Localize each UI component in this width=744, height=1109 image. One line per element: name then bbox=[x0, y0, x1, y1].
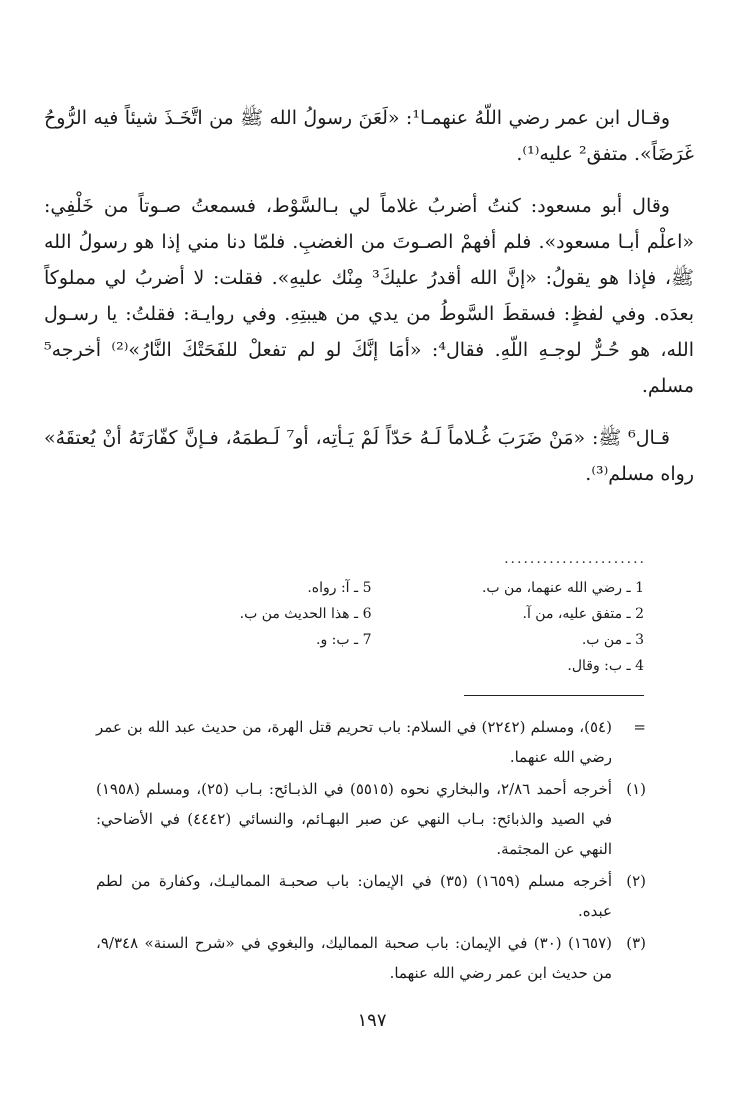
variant-note: 2 ـ متفق عليه، من آ. bbox=[522, 606, 644, 622]
footnote-mark: = bbox=[633, 718, 646, 736]
variants-right-column bbox=[372, 575, 645, 679]
footnote-mark: (١) bbox=[626, 780, 646, 798]
variant-note: 3 ـ من ب. bbox=[581, 632, 644, 648]
variants-left-column bbox=[99, 575, 372, 679]
footnote-text: (١٦٥٧) (٣٠) في الإيمان: باب صحبة المماليك، والبغوي في «شرح السنة» ٩/٣٤٨، من حديث ابن عمر رضي الله عنهما. bbox=[96, 934, 612, 982]
footnote bbox=[96, 866, 646, 926]
variants-dotted-separator: ...................... bbox=[504, 551, 646, 567]
footnote-mark: (٢) bbox=[626, 872, 646, 890]
footnote-mark: (٣) bbox=[626, 934, 646, 952]
footnotes bbox=[96, 712, 646, 990]
variant-note: 1 ـ رضي الله عنهما، من ب. bbox=[481, 580, 644, 596]
paragraph-ibn-umar: وقـال ابن عمر رضي اللّهُ عنهمـا¹: «لَعَنَ رسولُ الله ﷺ من اتَّخَـذَ شيئاً فيه الرُّوحُ غَرَضَاً». متفق² عليه⁽¹⁾. bbox=[44, 107, 694, 165]
paragraph-abu-masud: وقال أبو مسعود: كنتُ أضربُ غلاماً لي بـالسَّوْط، فسمعتُ صـوتاً من خَلْفِي: «اعلْم أبـا مسعود». فلم أفهمْ الصـوتَ من الغضبِ. فلمّا دنا مني إذا هو رسولُ الله ﷺ، فإذا هو يقولُ: «إنَّ الله أقدرُ عليكَ³ مِنْك عليهِ». فقلت: لا أضربُ لي مملوكاً بعدَه. وفي لفظٍ: فسقطَ السَّوطُ من يدي من هيبتِهِ. وفي روايـة: فقلتُ: يا رسـول الله، هو حُـرٌّ لوجـهِ اللّهِ. فقال⁴: «أمَا إنَّكَ لو لم تفعلْ للفَحَتْكَ النَّارُ»⁽²⁾ أخرجه⁵ مسلم. bbox=[44, 195, 694, 397]
paragraph-hadith-slave: قـال⁶ ﷺ: «مَنْ ضَرَبَ غُـلاماً لَـهُ حَدّاً لَمْ يَـأتِه، أو⁷ لَـطمَهُ، فـإنَّ كفّارَتَهُ أنْ يُعتقَهُ» رواه مسلم⁽³⁾. bbox=[44, 427, 694, 485]
footnote-text: (٥٤)، ومسلم (٢٢٤٢) في السلام: باب تحريم قتل الهرة، من حديث عبد الله بن عمر رضي الله عنهما. bbox=[96, 718, 612, 766]
manuscript-variants bbox=[99, 575, 644, 679]
variant-note: 5 ـ آ: رواه. bbox=[307, 580, 372, 596]
page-number: ١٩٧ bbox=[357, 1010, 387, 1031]
variant-note: 4 ـ ب: وقال. bbox=[567, 658, 644, 674]
footnote-text: أخرجه أحمد ٢/٨٦، والبخاري نحوه (٥٥١٥) في الذبـائح: بـاب (٢٥)، ومسلم (١٩٥٨) في الصيد والذبائح: بـاب النهي عن صبر البهـائم، والنسائي (٤٤٤٢) في الأضاحي: النهي عن المجثمة. bbox=[96, 780, 612, 858]
footnote bbox=[96, 774, 646, 864]
main-text bbox=[44, 100, 694, 492]
variant-note: 7 ـ ب: و. bbox=[316, 632, 372, 648]
footnote-text: أخرجه مسلم (١٦٥٩) (٣٥) في الإيمان: باب صحبـة المماليـك، وكفارة من لطم عبده. bbox=[96, 872, 612, 920]
variant-note: 6 ـ هذا الحديث من ب. bbox=[239, 606, 372, 622]
footnote bbox=[96, 928, 646, 988]
footnote bbox=[96, 712, 646, 772]
footnote-separator bbox=[464, 695, 644, 696]
